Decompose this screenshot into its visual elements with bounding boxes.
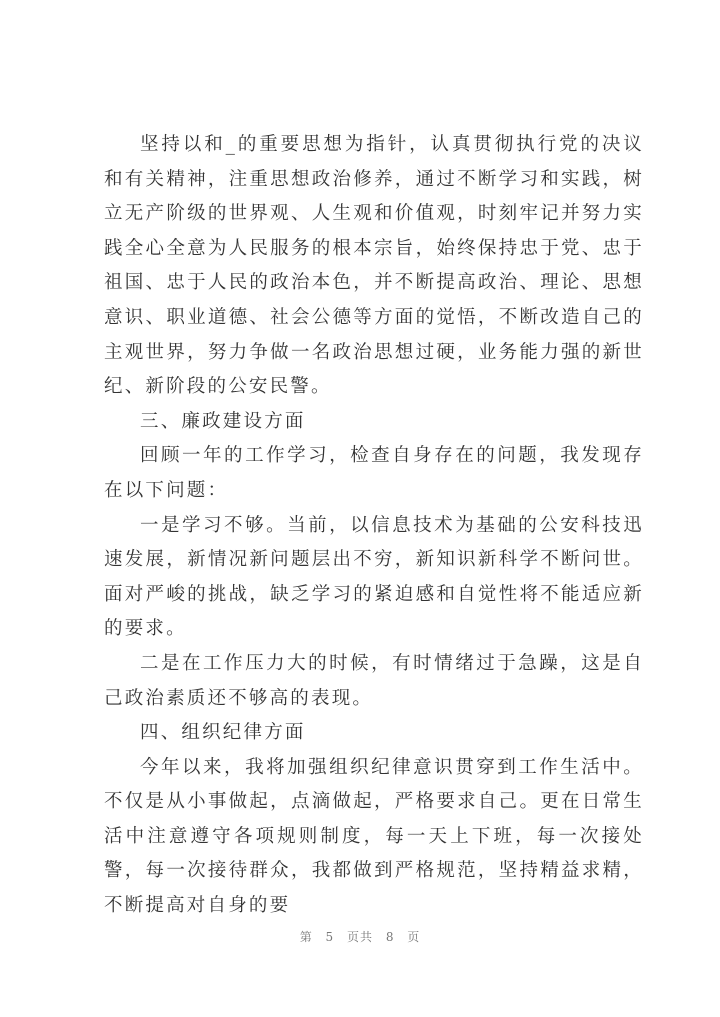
page-number-footer: 第 5 页共 8 页: [299, 930, 421, 944]
paragraph-discipline: 今年以来，我将加强组织纪律意识贯穿到工作生活中。不仅是从小事做起，点滴做起，严格要求自己。更在日常生活中注意遵守各项规则制度，每一天上下班，每一次接处警，每一次接待群众，我都做到严格规范，坚持精益求精，不断提高对自身的要: [104, 756, 644, 917]
paragraph-political-thought: 坚持以和_的重要思想为指针，认真贯彻执行党的决议和有关精神，注重思想政治修养，通过不断学习和实践，树立无产阶级的世界观、人生观和价值观，时刻牢记并努力实践全心全意为人民服务的根本宗旨，始终保持忠于党、忠于祖国、忠于人民的政治本色，并不断提高政治、理论、思想意识、职业道德、社会公德等方面的觉悟，不断改造自己的主观世界，努力争做一名政治思想过硬，业务能力强的新世纪、新阶段的公安民警。: [104, 134, 644, 398]
section-heading-integrity: 三、廉政建设方面: [140, 410, 306, 432]
paragraph-issue-two: 二是在工作压力大的时候，有时情绪过于急躁，这是自己政治素质还不够高的表现。: [104, 652, 644, 709]
paragraph-issue-one: 一是学习不够。当前，以信息技术为基础的公安科技迅速发展，新情况新问题层出不穷，新知识新科学不断问世。面对严峻的挑战，缺乏学习的紧迫感和自觉性将不能适应新的要求。: [104, 514, 644, 640]
paragraph-review-intro: 回顾一年的工作学习，检查自身存在的问题，我发现存在以下问题：: [104, 445, 644, 501]
section-heading-discipline: 四、组织纪律方面: [140, 722, 306, 744]
document-body: [104, 128, 644, 924]
